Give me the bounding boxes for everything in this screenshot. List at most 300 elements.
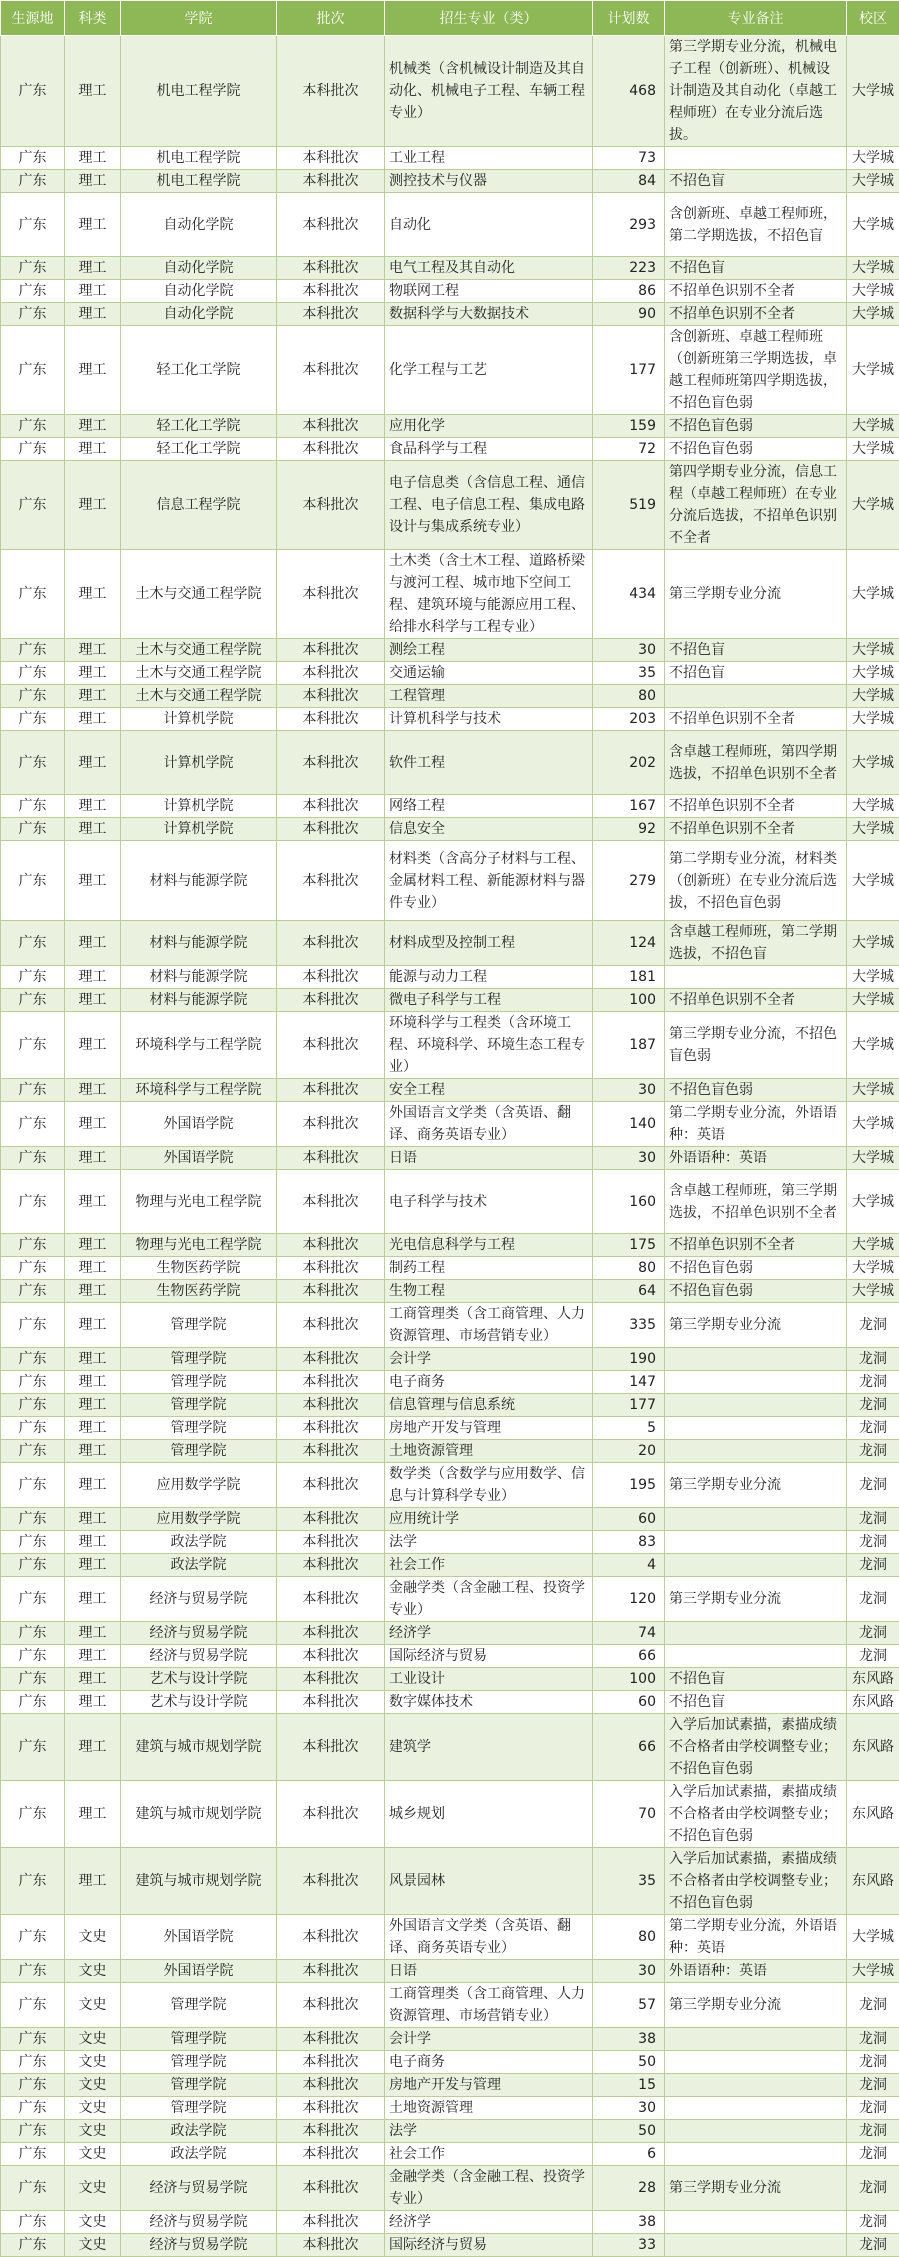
cell-batch: 本科批次 (277, 2097, 385, 2120)
cell-batch: 本科批次 (277, 1102, 385, 1147)
cell-plan-count: 30 (593, 1147, 665, 1170)
cell-campus: 龙洞 (847, 2051, 899, 2074)
cell-college: 土木与交通工程学院 (121, 662, 277, 685)
cell-major: 电子科学与技术 (385, 1170, 593, 1234)
cell-origin: 广东 (1, 1622, 65, 1645)
table-row (1, 1508, 899, 1531)
cell-campus: 大学城 (847, 550, 899, 639)
table-row (1, 1234, 899, 1257)
cell-major: 法学 (385, 2120, 593, 2143)
cell-batch: 本科批次 (277, 257, 385, 280)
cell-category: 理工 (65, 280, 121, 303)
cell-plan-count: 100 (593, 989, 665, 1012)
cell-batch: 本科批次 (277, 1440, 385, 1463)
cell-batch: 本科批次 (277, 1915, 385, 1960)
cell-remarks: 第四学期专业分流，信息工程（卓越工程师班）在专业分流后选拔，不招单色识别不全者 (665, 461, 847, 550)
cell-campus: 龙洞 (847, 2120, 899, 2143)
cell-batch: 本科批次 (277, 1960, 385, 1983)
cell-origin: 广东 (1, 921, 65, 966)
cell-category: 理工 (65, 1147, 121, 1170)
cell-remarks (665, 2074, 847, 2097)
cell-plan-count: 5 (593, 1417, 665, 1440)
cell-batch: 本科批次 (277, 1781, 385, 1848)
cell-origin: 广东 (1, 1960, 65, 1983)
cell-origin: 广东 (1, 1234, 65, 1257)
cell-category: 文史 (65, 2211, 121, 2234)
cell-category: 理工 (65, 921, 121, 966)
cell-major: 外国语言文学类（含英语、翻译、商务英语专业） (385, 1102, 593, 1147)
cell-remarks: 不招单色识别不全者 (665, 280, 847, 303)
cell-college: 应用数学学院 (121, 1508, 277, 1531)
cell-major: 土地资源管理 (385, 2097, 593, 2120)
cell-college: 材料与能源学院 (121, 966, 277, 989)
cell-campus: 大学城 (847, 685, 899, 708)
cell-batch: 本科批次 (277, 1303, 385, 1348)
cell-plan-count: 66 (593, 1645, 665, 1668)
cell-plan-count: 147 (593, 1371, 665, 1394)
cell-remarks: 第二学期专业分流，外语语种：英语 (665, 1915, 847, 1960)
cell-category: 文史 (65, 2097, 121, 2120)
table-row (1, 2097, 899, 2120)
cell-campus: 大学城 (847, 1102, 899, 1147)
cell-campus: 龙洞 (847, 1417, 899, 1440)
cell-college: 外国语学院 (121, 1960, 277, 1983)
cell-major: 工业设计 (385, 1668, 593, 1691)
cell-batch: 本科批次 (277, 193, 385, 257)
cell-campus: 龙洞 (847, 1645, 899, 1668)
cell-major: 金融学类（含金融工程、投资学专业） (385, 1577, 593, 1622)
cell-plan-count: 35 (593, 1848, 665, 1915)
cell-major: 环境科学与工程类（含环境工程、环境科学、环境生态工程专业） (385, 1012, 593, 1079)
header-remarks: 专业备注 (665, 1, 847, 36)
cell-batch: 本科批次 (277, 1280, 385, 1303)
cell-remarks: 不招单色识别不全者 (665, 708, 847, 731)
cell-campus: 东风路 (847, 1691, 899, 1714)
cell-remarks: 入学后加试素描，素描成绩不合格者由学校调整专业；不招色盲色弱 (665, 1848, 847, 1915)
cell-campus: 龙洞 (847, 1554, 899, 1577)
cell-plan-count: 64 (593, 1280, 665, 1303)
cell-plan-count: 335 (593, 1303, 665, 1348)
cell-major: 数字媒体技术 (385, 1691, 593, 1714)
cell-category: 理工 (65, 257, 121, 280)
cell-origin: 广东 (1, 2120, 65, 2143)
cell-batch: 本科批次 (277, 1463, 385, 1508)
cell-remarks: 第三学期专业分流 (665, 1577, 847, 1622)
cell-campus: 大学城 (847, 1960, 899, 1983)
cell-remarks: 入学后加试素描，素描成绩不合格者由学校调整专业；不招色盲色弱 (665, 1781, 847, 1848)
cell-plan-count: 175 (593, 1234, 665, 1257)
cell-college: 经济与贸易学院 (121, 1577, 277, 1622)
cell-college: 自动化学院 (121, 303, 277, 326)
table-row (1, 550, 899, 639)
cell-campus: 大学城 (847, 1257, 899, 1280)
cell-origin: 广东 (1, 326, 65, 415)
cell-campus: 龙洞 (847, 1463, 899, 1508)
cell-major: 法学 (385, 1531, 593, 1554)
table-header-row (1, 1, 899, 36)
table-row (1, 662, 899, 685)
cell-college: 物理与光电工程学院 (121, 1234, 277, 1257)
cell-college: 自动化学院 (121, 193, 277, 257)
cell-category: 理工 (65, 550, 121, 639)
cell-college: 艺术与设计学院 (121, 1668, 277, 1691)
cell-category: 文史 (65, 1983, 121, 2028)
cell-category: 理工 (65, 1440, 121, 1463)
cell-category: 文史 (65, 2028, 121, 2051)
cell-category: 理工 (65, 1234, 121, 1257)
cell-category: 理工 (65, 193, 121, 257)
cell-plan-count: 195 (593, 1463, 665, 1508)
cell-campus: 大学城 (847, 257, 899, 280)
cell-category: 文史 (65, 2143, 121, 2166)
cell-major: 经济学 (385, 1622, 593, 1645)
cell-college: 经济与贸易学院 (121, 2211, 277, 2234)
cell-origin: 广东 (1, 1508, 65, 1531)
table-row (1, 257, 899, 280)
cell-major: 材料成型及控制工程 (385, 921, 593, 966)
cell-college: 政法学院 (121, 1554, 277, 1577)
cell-plan-count: 177 (593, 326, 665, 415)
cell-college: 土木与交通工程学院 (121, 685, 277, 708)
table-row (1, 685, 899, 708)
cell-college: 自动化学院 (121, 280, 277, 303)
cell-batch: 本科批次 (277, 1234, 385, 1257)
cell-college: 外国语学院 (121, 1915, 277, 1960)
cell-origin: 广东 (1, 818, 65, 841)
cell-remarks: 含创新班、卓越工程师班（创新班第三学期选拔，卓越工程师班第四学期选拔，不招色盲色弱 (665, 326, 847, 415)
cell-campus: 大学城 (847, 989, 899, 1012)
cell-origin: 广东 (1, 1102, 65, 1147)
cell-remarks: 第三学期专业分流 (665, 1983, 847, 2028)
cell-category: 理工 (65, 841, 121, 921)
cell-category: 理工 (65, 818, 121, 841)
cell-remarks (665, 1554, 847, 1577)
table-row (1, 2051, 899, 2074)
table-row (1, 2166, 899, 2211)
cell-batch: 本科批次 (277, 1348, 385, 1371)
cell-category: 文史 (65, 1915, 121, 1960)
cell-remarks: 不招单色识别不全者 (665, 1234, 847, 1257)
cell-plan-count: 203 (593, 708, 665, 731)
cell-major: 制药工程 (385, 1257, 593, 1280)
cell-batch: 本科批次 (277, 1622, 385, 1645)
cell-origin: 广东 (1, 1691, 65, 1714)
cell-category: 理工 (65, 303, 121, 326)
cell-college: 材料与能源学院 (121, 921, 277, 966)
cell-category: 理工 (65, 1531, 121, 1554)
cell-campus: 东风路 (847, 1848, 899, 1915)
cell-campus: 龙洞 (847, 1622, 899, 1645)
cell-batch: 本科批次 (277, 415, 385, 438)
cell-remarks (665, 2051, 847, 2074)
cell-campus: 龙洞 (847, 2028, 899, 2051)
table-row (1, 1622, 899, 1645)
cell-remarks: 第三学期专业分流，不招色盲色弱 (665, 1012, 847, 1079)
cell-category: 理工 (65, 662, 121, 685)
table-row (1, 2074, 899, 2097)
cell-campus: 龙洞 (847, 1577, 899, 1622)
cell-remarks: 第三学期专业分流 (665, 550, 847, 639)
cell-college: 政法学院 (121, 2120, 277, 2143)
cell-major: 网络工程 (385, 795, 593, 818)
cell-college: 管理学院 (121, 1371, 277, 1394)
cell-remarks: 不招色盲色弱 (665, 415, 847, 438)
cell-plan-count: 202 (593, 731, 665, 795)
cell-college: 管理学院 (121, 1303, 277, 1348)
cell-origin: 广东 (1, 989, 65, 1012)
cell-plan-count: 434 (593, 550, 665, 639)
cell-campus: 龙洞 (847, 2097, 899, 2120)
cell-batch: 本科批次 (277, 2120, 385, 2143)
cell-origin: 广东 (1, 1781, 65, 1848)
cell-batch: 本科批次 (277, 841, 385, 921)
cell-origin: 广东 (1, 1531, 65, 1554)
cell-college: 应用数学学院 (121, 1463, 277, 1508)
header-college: 学院 (121, 1, 277, 36)
cell-batch: 本科批次 (277, 1645, 385, 1668)
cell-plan-count: 72 (593, 438, 665, 461)
table-row (1, 639, 899, 662)
cell-origin: 广东 (1, 795, 65, 818)
cell-campus: 大学城 (847, 170, 899, 193)
cell-category: 理工 (65, 1554, 121, 1577)
cell-batch: 本科批次 (277, 708, 385, 731)
cell-category: 文史 (65, 2051, 121, 2074)
cell-campus: 大学城 (847, 1280, 899, 1303)
table-row (1, 1348, 899, 1371)
cell-college: 管理学院 (121, 2097, 277, 2120)
cell-remarks (665, 2234, 847, 2257)
cell-remarks (665, 966, 847, 989)
cell-major: 社会工作 (385, 2143, 593, 2166)
cell-campus: 龙洞 (847, 1348, 899, 1371)
cell-campus: 龙洞 (847, 1440, 899, 1463)
cell-plan-count: 15 (593, 2074, 665, 2097)
cell-major: 生物工程 (385, 1280, 593, 1303)
cell-remarks: 入学后加试素描，素描成绩不合格者由学校调整专业；不招色盲色弱 (665, 1714, 847, 1781)
cell-remarks: 不招色盲色弱 (665, 1280, 847, 1303)
cell-campus: 大学城 (847, 193, 899, 257)
header-batch: 批次 (277, 1, 385, 36)
cell-batch: 本科批次 (277, 1577, 385, 1622)
cell-plan-count: 187 (593, 1012, 665, 1079)
table-row (1, 1691, 899, 1714)
cell-campus: 龙洞 (847, 2234, 899, 2257)
cell-origin: 广东 (1, 257, 65, 280)
cell-campus: 大学城 (847, 841, 899, 921)
cell-batch: 本科批次 (277, 1012, 385, 1079)
cell-college: 管理学院 (121, 2051, 277, 2074)
cell-major: 会计学 (385, 2028, 593, 2051)
cell-remarks (665, 2028, 847, 2051)
cell-college: 材料与能源学院 (121, 841, 277, 921)
cell-remarks: 不招色盲色弱 (665, 1257, 847, 1280)
cell-campus: 大学城 (847, 415, 899, 438)
cell-remarks: 第三学期专业分流 (665, 2166, 847, 2211)
cell-plan-count: 468 (593, 36, 665, 147)
cell-plan-count: 159 (593, 415, 665, 438)
cell-campus: 大学城 (847, 639, 899, 662)
cell-major: 电气工程及其自动化 (385, 257, 593, 280)
cell-batch: 本科批次 (277, 795, 385, 818)
cell-major: 建筑学 (385, 1714, 593, 1781)
cell-category: 理工 (65, 1280, 121, 1303)
cell-batch: 本科批次 (277, 1668, 385, 1691)
cell-plan-count: 66 (593, 1714, 665, 1781)
table-row (1, 1440, 899, 1463)
cell-major: 风景园林 (385, 1848, 593, 1915)
cell-plan-count: 35 (593, 662, 665, 685)
cell-college: 经济与贸易学院 (121, 1645, 277, 1668)
cell-category: 理工 (65, 1170, 121, 1234)
cell-major: 信息管理与信息系统 (385, 1394, 593, 1417)
table-row (1, 1280, 899, 1303)
cell-major: 房地产开发与管理 (385, 1417, 593, 1440)
cell-college: 生物医药学院 (121, 1280, 277, 1303)
cell-college: 材料与能源学院 (121, 989, 277, 1012)
cell-remarks (665, 1394, 847, 1417)
cell-origin: 广东 (1, 193, 65, 257)
cell-remarks (665, 1645, 847, 1668)
cell-plan-count: 86 (593, 280, 665, 303)
cell-batch: 本科批次 (277, 1531, 385, 1554)
cell-major: 安全工程 (385, 1079, 593, 1102)
cell-college: 轻工化工学院 (121, 438, 277, 461)
cell-plan-count: 33 (593, 2234, 665, 2257)
cell-major: 土地资源管理 (385, 1440, 593, 1463)
cell-category: 文史 (65, 2234, 121, 2257)
table-row (1, 2234, 899, 2257)
cell-major: 应用统计学 (385, 1508, 593, 1531)
cell-remarks: 第二学期专业分流，材料类（创新班）在专业分流后选拔，不招色盲色弱 (665, 841, 847, 921)
table-row (1, 1170, 899, 1234)
cell-major: 经济学 (385, 2211, 593, 2234)
cell-college: 管理学院 (121, 1417, 277, 1440)
table-row (1, 818, 899, 841)
table-row (1, 438, 899, 461)
cell-campus: 大学城 (847, 1079, 899, 1102)
cell-batch: 本科批次 (277, 1257, 385, 1280)
cell-category: 文史 (65, 1960, 121, 1983)
cell-category: 理工 (65, 1394, 121, 1417)
cell-plan-count: 92 (593, 818, 665, 841)
cell-batch: 本科批次 (277, 989, 385, 1012)
cell-batch: 本科批次 (277, 1147, 385, 1170)
cell-major: 食品科学与工程 (385, 438, 593, 461)
cell-batch: 本科批次 (277, 1508, 385, 1531)
cell-remarks (665, 2143, 847, 2166)
table-row (1, 1531, 899, 1554)
cell-college: 艺术与设计学院 (121, 1691, 277, 1714)
table-row (1, 1915, 899, 1960)
cell-remarks (665, 2120, 847, 2143)
cell-remarks (665, 1508, 847, 1531)
cell-plan-count: 60 (593, 1508, 665, 1531)
cell-campus: 龙洞 (847, 1394, 899, 1417)
cell-major: 外国语言文学类（含英语、翻译、商务英语专业） (385, 1915, 593, 1960)
cell-category: 理工 (65, 326, 121, 415)
cell-batch: 本科批次 (277, 731, 385, 795)
cell-origin: 广东 (1, 1983, 65, 2028)
table-row (1, 966, 899, 989)
cell-remarks: 不招色盲色弱 (665, 1079, 847, 1102)
cell-major: 物联网工程 (385, 280, 593, 303)
cell-college: 管理学院 (121, 2074, 277, 2097)
cell-batch: 本科批次 (277, 662, 385, 685)
cell-major: 信息安全 (385, 818, 593, 841)
cell-remarks (665, 147, 847, 170)
cell-major: 计算机科学与技术 (385, 708, 593, 731)
cell-college: 生物医药学院 (121, 1257, 277, 1280)
cell-plan-count: 74 (593, 1622, 665, 1645)
cell-campus: 大学城 (847, 921, 899, 966)
table-row (1, 1668, 899, 1691)
cell-college: 经济与贸易学院 (121, 2234, 277, 2257)
table-row (1, 1463, 899, 1508)
cell-college: 管理学院 (121, 1394, 277, 1417)
cell-origin: 广东 (1, 1257, 65, 1280)
cell-plan-count: 90 (593, 303, 665, 326)
cell-origin: 广东 (1, 1348, 65, 1371)
cell-category: 理工 (65, 415, 121, 438)
cell-remarks (665, 1440, 847, 1463)
cell-campus: 大学城 (847, 461, 899, 550)
cell-category: 文史 (65, 2074, 121, 2097)
table-row (1, 1303, 899, 1348)
cell-batch: 本科批次 (277, 2143, 385, 2166)
cell-plan-count: 20 (593, 1440, 665, 1463)
cell-college: 土木与交通工程学院 (121, 639, 277, 662)
table-row (1, 1781, 899, 1848)
cell-origin: 广东 (1, 708, 65, 731)
cell-plan-count: 177 (593, 1394, 665, 1417)
cell-category: 理工 (65, 1079, 121, 1102)
cell-category: 理工 (65, 1371, 121, 1394)
cell-category: 理工 (65, 1463, 121, 1508)
cell-origin: 广东 (1, 1714, 65, 1781)
cell-campus: 龙洞 (847, 2143, 899, 2166)
cell-major: 应用化学 (385, 415, 593, 438)
cell-remarks: 不招色盲 (665, 257, 847, 280)
cell-origin: 广东 (1, 1147, 65, 1170)
cell-batch: 本科批次 (277, 280, 385, 303)
cell-origin: 广东 (1, 170, 65, 193)
table-row (1, 170, 899, 193)
cell-category: 理工 (65, 1848, 121, 1915)
table-row (1, 415, 899, 438)
cell-remarks (665, 1417, 847, 1440)
cell-college: 轻工化工学院 (121, 415, 277, 438)
cell-origin: 广东 (1, 147, 65, 170)
cell-origin: 广东 (1, 2211, 65, 2234)
table-row (1, 461, 899, 550)
cell-origin: 广东 (1, 1303, 65, 1348)
table-row (1, 841, 899, 921)
cell-batch: 本科批次 (277, 303, 385, 326)
cell-category: 理工 (65, 1645, 121, 1668)
cell-remarks: 第三学期专业分流 (665, 1303, 847, 1348)
cell-batch: 本科批次 (277, 685, 385, 708)
cell-origin: 广东 (1, 1012, 65, 1079)
table-row (1, 1645, 899, 1668)
cell-campus: 大学城 (847, 708, 899, 731)
header-campus: 校区 (847, 1, 899, 36)
cell-campus: 大学城 (847, 438, 899, 461)
cell-major: 金融学类（含金融工程、投资学专业） (385, 2166, 593, 2211)
table-row (1, 1079, 899, 1102)
cell-origin: 广东 (1, 415, 65, 438)
cell-major: 电子商务 (385, 1371, 593, 1394)
